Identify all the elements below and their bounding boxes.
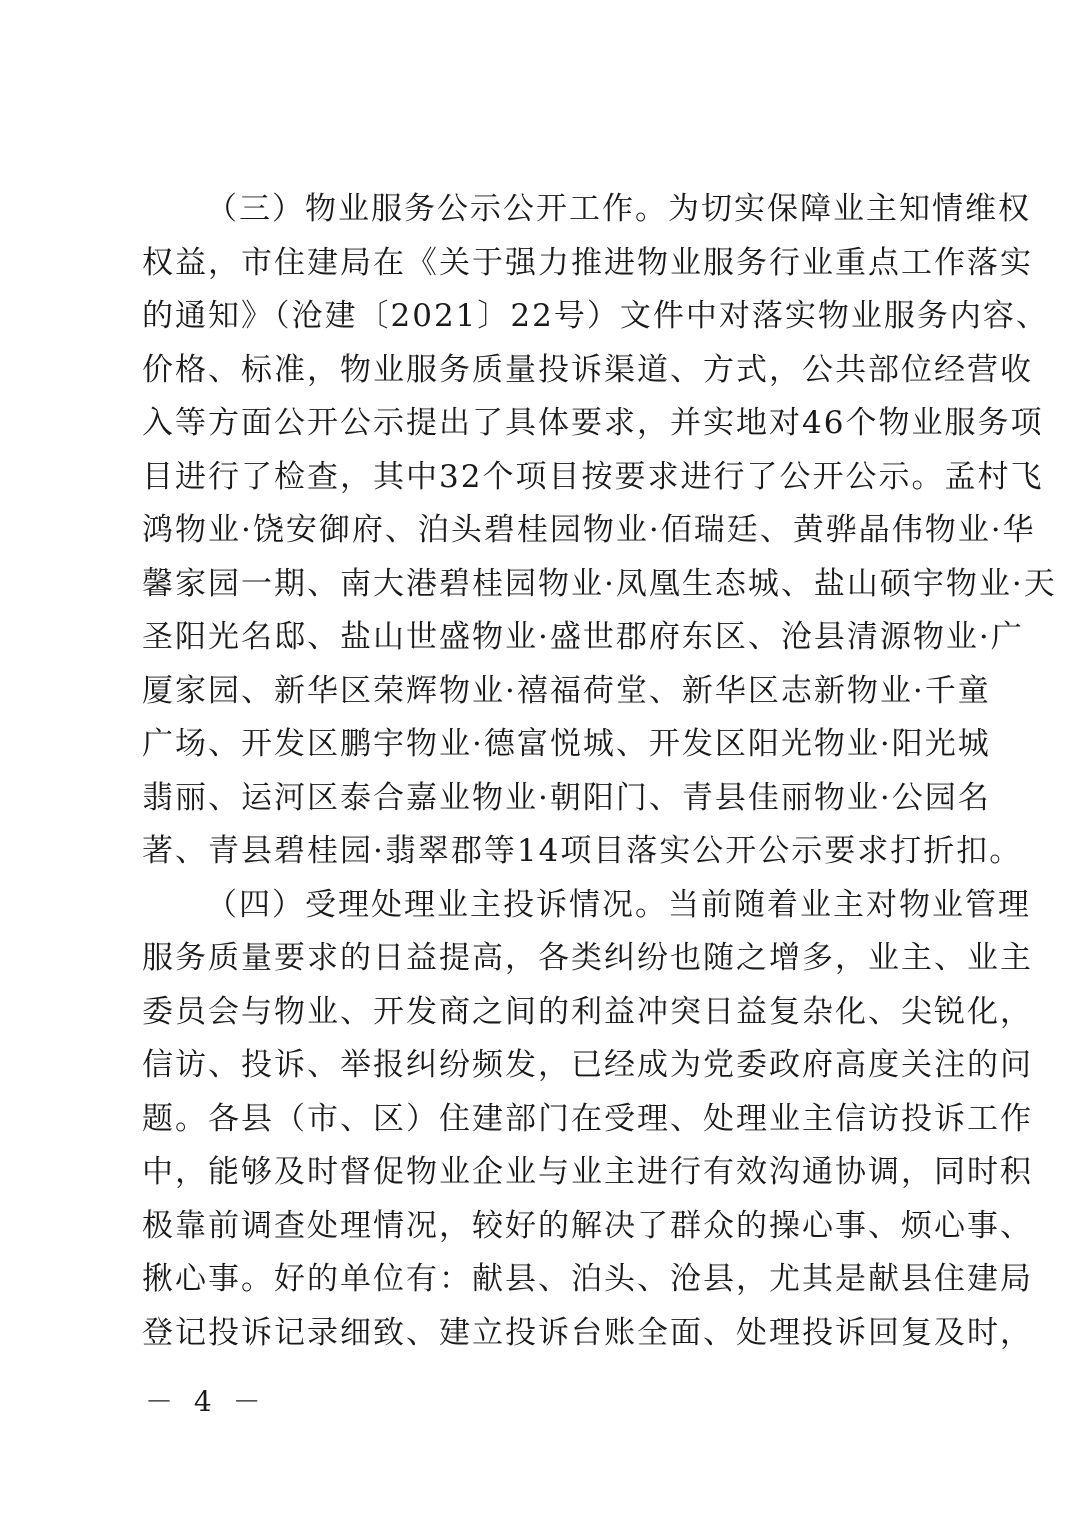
- paragraph-3-line-6: 目进行了检查，其中32个项目按要求进行了公开公示。孟村飞: [142, 458, 1044, 495]
- paragraph-4-line-4: 信访、投诉、举报纠纷频发，已经成为党委政府高度关注的问: [142, 1047, 1033, 1083]
- paragraph-4-line-2: 服务质量要求的日益提高，各类纠纷也随之增多，业主、业主: [142, 940, 1033, 976]
- paragraph-3-line-10: 厦家园、新华区荣辉物业·禧福荷堂、新华区志新物业·千童: [142, 672, 991, 709]
- paragraph-4-line-6: 中，能够及时督促物业企业与业主进行有效沟通协调，同时积: [142, 1154, 1033, 1190]
- body-text: [142, 183, 1057, 1360]
- paragraph-3-line-13: 著、青县碧桂园·翡翠郡等14项目落实公开公示要求打折扣。: [142, 833, 1023, 869]
- paragraph-3-line-4: 价格、标准，物业服务质量投诉渠道、方式，公共部位经营收: [142, 351, 1033, 388]
- page-number: － 4 －: [145, 1385, 267, 1418]
- paragraph-3-line-3: 的通知》（沧建〔2021〕22号）文件中对落实物业服务内容、: [142, 298, 1049, 334]
- paragraph-3-line-1: （三）物业服务公示公开工作。为切实保障业主知情维权: [206, 191, 1031, 227]
- paragraph-4-line-8: 揪心事。好的单位有：献县、泊头、沧县，尤其是献县住建局: [142, 1261, 1033, 1297]
- paragraph-3-line-2: 权益，市住建局在《关于强力推进物业服务行业重点工作落实: [142, 244, 1033, 281]
- paragraph-4-line-1: （四）受理处理业主投诉情况。当前随着业主对物业管理: [206, 886, 1031, 923]
- paragraph-3-line-9: 圣阳光名邸、盐山世盛物业·盛世郡府东区、沧县清源物业·广: [142, 619, 1024, 655]
- paragraph-4-line-5: 题。各县（市、区）住建部门在受理、处理业主信访投诉工作: [142, 1100, 1033, 1137]
- paragraph-3-line-7: 鸿物业·饶安御府、泊头碧桂园物业·佰瑞廷、黄骅晶伟物业·华: [142, 512, 1036, 548]
- paragraph-3-line-8: 馨家园一期、南大港碧桂园物业·凤凰生态城、盐山硕宇物业·天: [142, 565, 1057, 602]
- paragraph-4-line-3: 委员会与物业、开发商之间的利益冲突日益复杂化、尖锐化，: [142, 993, 1033, 1030]
- paragraph-3-line-12: 翡丽、运河区泰合嘉业物业·朝阳门、青县佳丽物业·公园名: [142, 779, 991, 816]
- paragraph-3-line-11: 广场、开发区鹏宇物业·德富悦城、开发区阳光物业·阳光城: [142, 726, 991, 762]
- paragraph-4-line-9: 登记投诉记录细致、建立投诉台账全面、处理投诉回复及时，: [142, 1314, 1033, 1351]
- paragraph-4-line-7: 极靠前调查处理情况，较好的解决了群众的操心事、烦心事、: [142, 1207, 1033, 1244]
- paragraph-3-line-5: 入等方面公开公示提出了具体要求，并实地对46个物业服务项: [142, 405, 1044, 441]
